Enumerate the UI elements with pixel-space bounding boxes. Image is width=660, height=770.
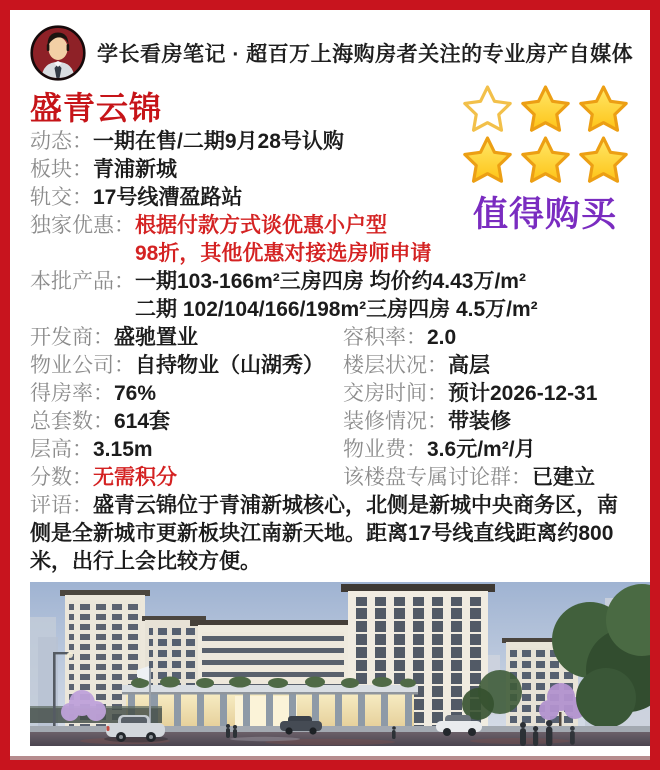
property-render-photo — [30, 582, 630, 746]
star-icon — [521, 84, 570, 133]
field-value: 带装修 — [448, 410, 511, 433]
listing-body — [30, 88, 630, 576]
star-icon — [463, 84, 512, 133]
card-content — [10, 10, 650, 760]
author-avatar-icon — [30, 25, 86, 81]
pair-row — [30, 408, 630, 436]
field-row-products — [30, 268, 630, 324]
product-line-1: 一期103-166m²三房四房 均价约4.43万/m² — [135, 270, 526, 293]
field-value: 自持物业（山湖秀） — [135, 354, 324, 377]
header — [30, 24, 634, 82]
field-label: 装修情况： — [343, 410, 448, 433]
rating-stars — [454, 84, 636, 184]
field-value: 无需积分 — [93, 466, 177, 489]
field-value: 3.15m — [93, 438, 153, 461]
field-value: 已建立 — [532, 466, 595, 489]
pair-row — [30, 464, 630, 492]
field-label: 物业公司： — [30, 354, 135, 377]
field-value: 青浦新城 — [93, 158, 177, 181]
pair-row — [30, 352, 630, 380]
field-label: 容积率： — [343, 326, 427, 349]
field-value: 76% — [114, 382, 157, 405]
field-label: 动态： — [30, 130, 93, 153]
field-value: 17号线漕盈路站 — [93, 186, 243, 209]
star-icon — [579, 84, 628, 133]
field-value: 高层 — [448, 354, 490, 377]
star-icon — [463, 135, 512, 184]
field-value: 预计2026-12-31 — [448, 382, 598, 405]
listing-title: 盛青云锦 — [30, 90, 163, 126]
field-label: 板块： — [30, 158, 93, 181]
field-label: 得房率： — [30, 382, 114, 405]
field-label: 交房时间： — [343, 382, 448, 405]
field-label: 本批产品： — [30, 270, 135, 293]
field-label: 轨交： — [30, 186, 93, 209]
rating-block — [454, 84, 636, 237]
field-label: 层高： — [30, 438, 93, 461]
field-label: 开发商： — [30, 326, 114, 349]
field-label: 独家优惠： — [30, 214, 135, 237]
field-value — [135, 212, 431, 268]
offer-line-1: 根据付款方式谈优惠小户型 — [135, 214, 387, 237]
pair-row — [30, 436, 630, 464]
field-value: 614套 — [114, 410, 171, 433]
pair-row — [30, 324, 630, 352]
product-line-2: 二期 102/104/166/198m²三房四房 4.5万/m² — [135, 298, 538, 321]
field-value: 2.0 — [427, 326, 457, 349]
field-label: 物业费： — [343, 438, 427, 461]
field-value: 盛驰置业 — [114, 326, 198, 349]
pair-row — [30, 380, 630, 408]
star-icon — [579, 135, 628, 184]
rating-verdict: 值得购买 — [472, 195, 617, 234]
review-paragraph — [30, 492, 630, 576]
star-icon — [521, 135, 570, 184]
field-label: 总套数： — [30, 410, 114, 433]
review-text: 盛青云锦位于青浦新城核心，北侧是新城中央商务区，南侧是全新城市更新板块江南新天地。距离17号线直线距离约800米，出行上会比较方便。 — [30, 494, 618, 573]
field-label: 评语： — [30, 494, 93, 517]
field-value — [135, 268, 538, 324]
field-label: 楼层状况： — [343, 354, 448, 377]
brand-tagline: 学长看房笔记 · 超百万上海购房者关注的专业房产自媒体 — [97, 43, 634, 66]
field-value: 一期在售/二期9月28号认购 — [93, 130, 344, 153]
field-value: 3.6元/m²/月 — [427, 438, 536, 461]
field-label: 该楼盘专属讨论群： — [343, 466, 532, 489]
field-label: 分数： — [30, 466, 93, 489]
offer-line-2: 98折，其他优惠对接选房师申请 — [135, 242, 432, 265]
